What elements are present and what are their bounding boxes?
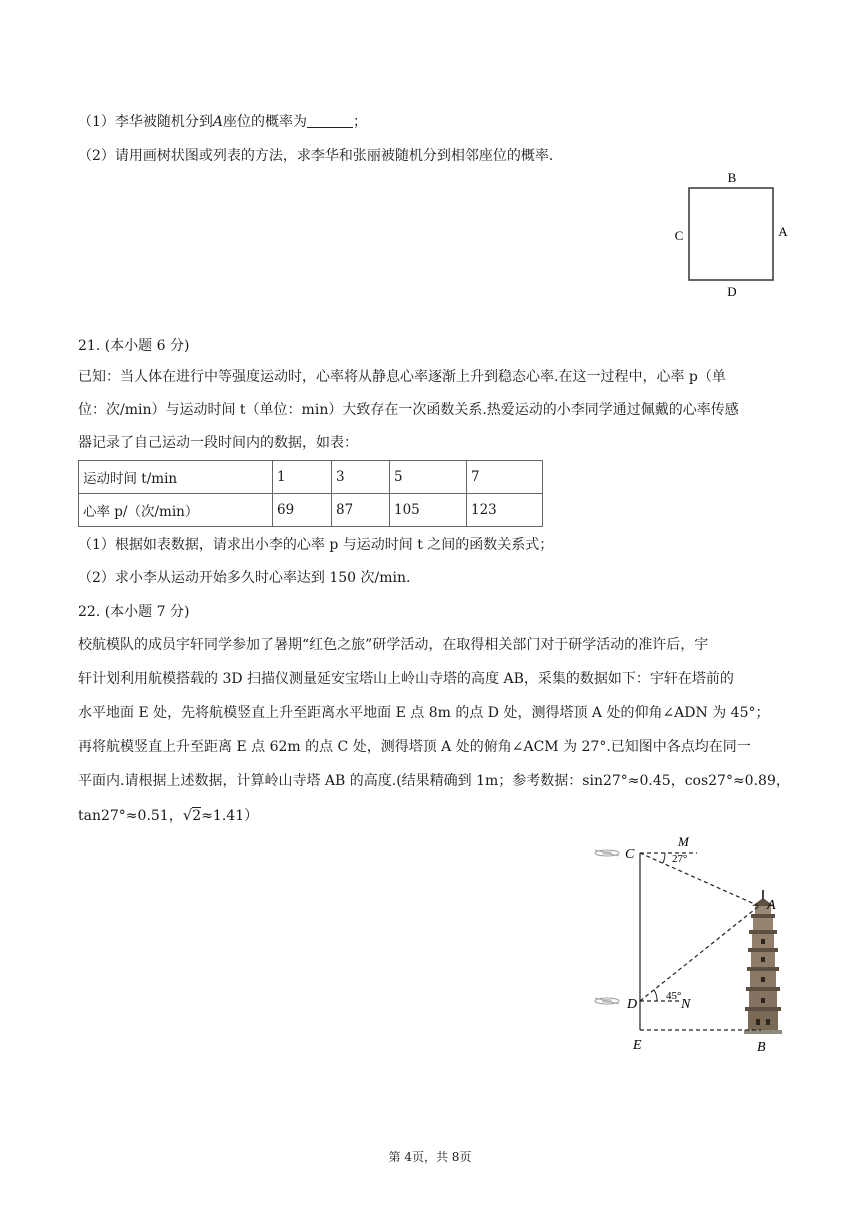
table-row-label: 运动时间 t/min [79,461,273,494]
angle-label-top: 27° [672,853,688,865]
seat-label-top: B [727,170,737,185]
label-C: C [625,847,635,862]
seat-diagram [670,170,800,300]
table-cell: 7 [467,461,543,494]
answer-blank [307,113,353,128]
q21-paragraph-2: 位：次/min）与运动时间 t（单位：min）大致存在一次函数关系.热爱运动的小李同学通过佩戴的心率传感 [78,402,739,418]
q21-paragraph-3: 器记录了自己运动一段时间内的数据，如表： [78,435,358,451]
q21-part2: （2）求小李从运动开始多久时心率达到 150 次/min. [78,570,411,586]
label-A: A [767,898,776,913]
sqrt-radicand: 2 [192,808,202,824]
q22-paragraph-5: 平面内.请根据上述数据，计算岭山寺塔 AB 的高度.(结果精确到 1m；参考数据：sin27°≈0.45，cos27°≈0.89， [78,773,790,789]
label-M: M [678,834,689,849]
pagoda-illustration [744,890,782,1034]
label-E: E [633,1038,642,1053]
q22-paragraph-1: 校航模队的成员宇轩同学参加了暑期“红色之旅”研学活动，在取得相关部门对于研学活动的准许后，宇 [78,637,709,653]
q22-tan-value: tan27°≈0.51， [78,808,183,824]
q22-paragraph-3: 水平地面 E 处，先将航模竖直上升至距离水平地面 E 点 8m 的点 D 处，测得塔顶 A 处的仰角∠ADN 为 45°； [78,705,770,721]
page-footer: 第 4页，共 8页 [388,1150,472,1164]
q20-part1-var: A [212,114,224,130]
angle-arc-top [663,853,665,863]
seat-label-left: C [674,228,684,243]
q21-part1: （1）根据如表数据，请求出小李的心率 p 与运动时间 t 之间的函数关系式； [78,537,554,553]
label-B: B [757,1040,766,1055]
line-CA [640,853,759,906]
table-cell: 5 [390,461,467,494]
seat-label-right: A [778,224,788,239]
q20-part1 [78,112,367,132]
table-row [79,494,543,527]
table-cell: 87 [332,494,390,527]
heart-rate-table [78,460,543,527]
angle-label-bottom: 45° [666,990,682,1002]
table-row-label: 心率 p/（次/min） [79,494,273,527]
q20-part1-prefix: （1）李华被随机分到 [78,114,213,130]
table-cell: 105 [390,494,467,527]
q20-part1-end: ； [353,114,368,130]
q20-part1-suffix: 座位的概率为 [223,114,308,130]
drone-icon [595,849,619,857]
line-DA [640,906,759,1001]
q22-paragraph-4: 再将航模竖直上升至距离 E 点 62m 的点 C 处，测得塔顶 A 处的俯角∠ACM 为 27°.已知图中各点均在同一 [78,739,751,755]
drone-icon [595,997,619,1005]
q22-header: 22. (本小题 7 分) [78,604,190,620]
q22-sqrt-value: ≈1.41） [201,808,259,824]
label-N: N [681,997,691,1012]
table-cell: 123 [467,494,543,527]
label-D: D [627,997,638,1012]
angle-arc-bottom [654,990,657,1001]
q22-paragraph-2: 轩计划利用航模搭载的 3D 扫描仪测量延安宝塔山上岭山寺塔的高度 AB，采集的数据如下：宇轩在塔前的 [78,671,734,687]
table-cell: 3 [332,461,390,494]
table-row [79,461,543,494]
q21-header: 21. (本小题 6 分) [78,338,190,354]
seat-label-bottom: D [727,284,737,299]
q21-paragraph-1: 已知：当人体在进行中等强度运动时，心率将从静息心率逐渐上升到稳态心率.在这一过程中，心率 p（单 [78,369,726,385]
table-cell: 69 [273,494,332,527]
table-cell: 1 [273,461,332,494]
pagoda-figure [585,830,795,1060]
sqrt-symbol: √ [182,806,193,824]
seat-square [689,188,773,280]
q22-paragraph-6 [78,805,258,826]
q20-part2: （2）请用画树状图或列表的方法，求李华和张丽被随机分到相邻座位的概率. [78,148,554,164]
